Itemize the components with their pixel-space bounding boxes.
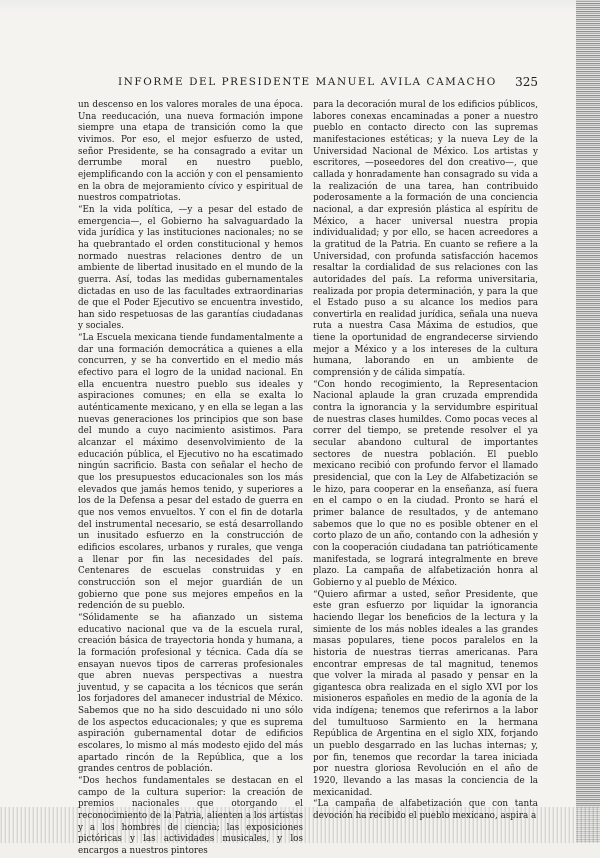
paragraph: “La Escuela mexicana tiende fundamentalmente a dar una formación democrática a quienes a ella concurren, y se ha convertido en el medio más efectivo para el logro de la unidad nacional. En ella encuentra nuestro pueblo sus ideales y aspiraciones comunes; en ella se exalta lo auténticamente mexicano, y en ella se legan a las nuevas generaciones los principios que son base del mundo a cuyo nacimiento asistimos. Para alcanzar el máximo desenvolvimiento de la educación pública, el Ejecutivo no ha escatimado ningún sacrificio. Basta con señalar el hecho de que los presupuestos educacionales son los más elevados que jamás hemos tenido, y superiores a los de la Defensa a pesar del estado de guerra en que nos vemos envueltos. Y con el fin de dotarla del instrumental necesario, se está desarrollando un inusitado esfuerzo en la construcción de edificios escolares, urbanos y rurales, que venga a llenar por fin las necesidades del país. Centenares de escuelas construidas y en construcción son el mejor guardián de un gobierno que pone sus mejores empeños en la redención de su pueblo. — [78, 333, 303, 612]
paragraph: para la decoración mural de los edificios públicos, labores conexas encaminadas a poner a nuestro pueblo en contacto directo con las supremas manifestaciones estéticas; y la nueva Ley de la Universidad Nacional de México. Los artistas y escritores, —poseedores del don creativo—, que callada y honradamente han consagrado su vida a la realización de una tarea, han contribuido poderosamente a la formación de una conciencia nacional, a dar expresión plástica al espíritu de México, a hacer universal nuestra propia individualidad; y por ello, se hacen acreedores a la gratitud de la Patria. En cuanto se refiere a la Universidad, con profunda satisfacción hacemos resaltar la cordialidad de sus relaciones con las autoridades del país. La reforma universitaria, realizada por propia determinación, y para la que el Estado puso a su alcance los medios para convertirla en realidad jurídica, señala una nueva ruta a nuestra Casa Máxima de estudios, que tiene la oportunidad de engrandecerse sirviendo mejor a México y a los intereses de la cultura humana, laborando en un ambiente de comprensión y de cálida simpatía. — [313, 100, 538, 379]
scan-edge-top — [0, 0, 600, 14]
paragraph: “La campaña de alfabetización que con tanta devoción ha recibido el pueblo mexicano, aspira a — [313, 799, 538, 822]
right-column — [313, 100, 538, 823]
paragraph: “Con hondo recogimiento, la Representacion Nacional aplaude la gran cruzada emprendida contra la ignorancia y la servidumbre espiritual de nuestras clases humildes. Como pocas veces al correr del tiempo, se pretende resolver el ya secular abandono cultural de importantes sectores de nuestra población. El pueblo mexicano recibió con profundo fervor el llamado presidencial, que con la Ley de Alfabetización se le hizo, para cooperar en la enseñanza, así fuera en el campo o en la ciudad. Pronto se hará el primer balance de resultados, y de antemano sabemos que lo que no es posible obtener en el corto plazo de un año, contando con la adhesión y con la cooperación ciudadana tan patrióticamente manifestada, se logrará integralmente en breve plazo. La campaña de alfabetización honra al Gobierno y al pueblo de México. — [313, 379, 538, 588]
paragraph: “En la vida política, —y a pesar del estado de emergencia—, el Gobierno ha salvaguardado la vida jurídica y las instituciones nacionales; no se ha quebrantado el orden constitucional y hemos normado nuestras relaciones dentro de un ambiente de libertad inusitado en el mundo de la guerra. Así, todas las medidas gubernamentales dictadas en uso de las facultades extraordinarias de que el Poder Ejecutivo se encuentra investido, han sido respetuosas de las garantías ciudadanas y sociales. — [78, 204, 303, 332]
page-header — [78, 76, 538, 94]
scan-edge-right — [576, 0, 600, 843]
paragraph: un descenso en los valores morales de una época. Una reeducación, una nueva formación impone siempre una etapa de transición como la que vivimos. Por eso, el mejor esfuerzo de usted, señor Presidente, se ha consagrado a evitar un derrumbe moral en nuestro pueblo, ejemplificando con la acción y con el pensamiento en la obra de mejoramiento cívico y espiritual de nuestros compatriotas. — [78, 100, 303, 204]
page-number: 325 — [515, 75, 538, 89]
paragraph: “Sólidamente se ha afianzado un sistema educativo nacional que va de la escuela rural, creación básica de trayectoria honda y humana, a la formación profesional y técnica. Cada día se ensayan nuevos tipos de carreras profesionales que abren nuevas perspectivas a nuestra juventud, y se capacita a los técnicos que serán los forjadores del amanecer industrial de México. Sabemos que no ha sido descuidado ni uno sólo de los aspectos educacionales; y que es suprema aspiración gubernamental dotar de edificios escolares, lo mismo al más modesto ejido del más apartado rincón de la República, que a los grandes centros de población. — [78, 612, 303, 775]
paragraph: “Quiero afirmar a usted, señor Presidente, que este gran esfuerzo por liquidar la ignorancia haciendo llegar los beneficios de la lectura y la simiente de los más nobles ideales a las grandes masas populares, tiene pocos paralelos en la historia de nuestras tierras americanas. Para encontrar empresas de tal magnitud, tenemos que volver la mirada al pasado y pensar en la gigantesca obra realizada en el siglo XVI por los misioneros españoles en medio de la agonía de la vida indígena; tenemos que referirnos a la labor del tumultuoso Sarmiento en la hermana República de Argentina en el siglo XIX, forjando un pueblo desgarrado en las luchas internas; y, por fin, tenemos que recordar la tarea iniciada por nuestra gloriosa Revolución en el año de 1920, llevando a las masas la conciencia de la mexicanidad. — [313, 589, 538, 798]
running-head: INFORME DEL PRESIDENTE MANUEL AVILA CAMACHO — [118, 76, 497, 88]
paragraph: “Dos hechos fundamentales se destacan en el campo de la cultura superior: la creación de premios nacionales que otorgando el reconocimiento de la Patria, alienten a los artistas y a los hombres de ciencia; las exposiciones pictóricas y las actividades musicales, y los encargos a nuestros pintores — [78, 776, 303, 856]
left-column — [78, 100, 303, 858]
